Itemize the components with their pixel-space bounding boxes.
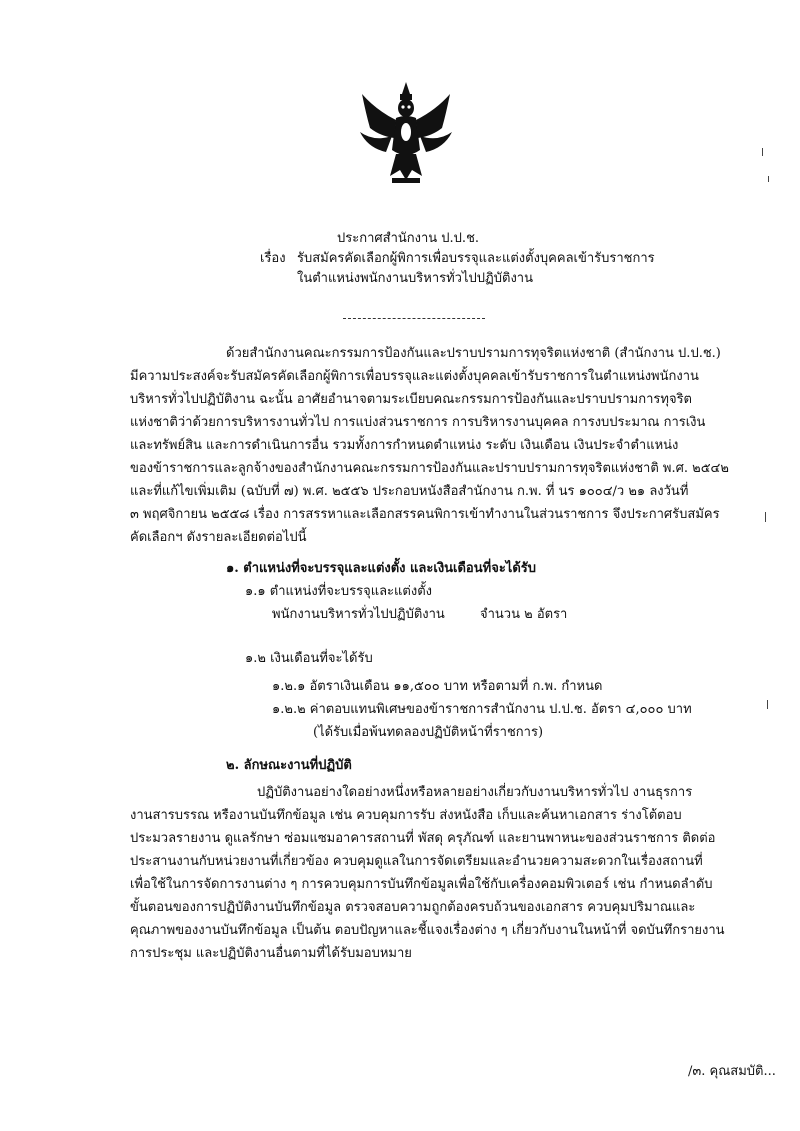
subject-line-2: ในตำแหน่งพนักงานบริหารทั่วไปปฏิบัติงาน bbox=[297, 271, 533, 286]
scan-mark bbox=[765, 512, 766, 522]
duty-line: คุณภาพของงานบันทึกข้อมูล เป็นต้น ตอบปัญหาและชี้แจงเรื่องต่าง ๆ เกี่ยวกับงานในหน้าที่ จดบันทึกรายงาน bbox=[130, 923, 725, 938]
intro-line: บริหารทั่วไปปฏิบัติงาน ฉะนั้น อาศัยอำนาจตามระเบียบคณะกรรมการป้องกันและปราบปรามการทุจริต bbox=[130, 392, 693, 407]
subject-label: เรื่อง bbox=[260, 251, 286, 266]
position-count: จำนวน ๒ อัตรา bbox=[480, 607, 568, 622]
section-1-2-title: ๑.๒ เงินเดือนที่จะได้รับ bbox=[245, 651, 373, 666]
intro-line: แห่งชาติว่าด้วยการบริหารงานทั่วไป การแบ่งส่วนราชการ การบริหารงานบุคคล การงบประมาณ การเงิน bbox=[130, 415, 706, 430]
compensation-note: (ได้รับเมื่อพ้นทดลองปฏิบัติหน้าที่ราชการ) bbox=[313, 725, 544, 740]
duty-line: เพื่อใช้ในการจัดการงานต่าง ๆ การควบคุมการบันทึกข้อมูลเพื่อใช้กับเครื่องคอมพิวเตอร์ เช่น กำหนดลำดับ bbox=[130, 877, 713, 892]
salary-rate: ๑.๒.๑ อัตราเงินเดือน ๑๑,๕๐๐ บาท หรือตามที่ ก.พ. กำหนด bbox=[272, 679, 603, 694]
duty-line: ปฏิบัติงานอย่างใดอย่างหนึ่งหรือหลายอย่างเกี่ยวกับงานบริหารทั่วไป งานธุรการ bbox=[257, 785, 693, 800]
duty-line: ประสานงานกับหน่วยงานที่เกี่ยวข้อง ควบคุมดูแลในการจัดเตรียมและอำนวยความสะดวกในเรื่องสถานที่ bbox=[130, 854, 703, 869]
intro-line: ของข้าราชการและลูกจ้างของสำนักงานคณะกรรมการป้องกันและปราบปรามการทุจริตแห่งชาติ พ.ศ. ๒๕๔๒ bbox=[130, 461, 729, 476]
intro-line: และที่แก้ไขเพิ่มเติม (ฉบับที่ ๗) พ.ศ. ๒๕๕๖ ประกอบหนังสือสำนักงาน ก.พ. ที่ นร ๑๐๐๔/ว ๒๑ ลงวันที่ bbox=[130, 484, 689, 499]
duty-line: ประมวลรายงาน ดูแลรักษา ซ่อมแซมอาคารสถานที่ พัสดุ ครุภัณฑ์ และยานพาหนะของส่วนราชการ ติดต่อ bbox=[130, 831, 716, 846]
org-header: ประกาศสำนักงาน ป.ป.ช. bbox=[337, 231, 480, 246]
duty-line: การประชุม และปฏิบัติงานอื่นตามที่ได้รับมอบหมาย bbox=[130, 946, 412, 961]
intro-line: และทรัพย์สิน และการดำเนินการอื่น รวมทั้งการกำหนดตำแหน่ง ระดับ เงินเดือน เงินประจำตำแหน่ง bbox=[130, 438, 679, 453]
subject-line-1: รับสมัครคัดเลือกผู้พิการเพื่อบรรจุและแต่งตั้งบุคคลเข้ารับราชการ bbox=[297, 251, 655, 266]
continuation-note: /๓. คุณสมบัติ... bbox=[688, 1064, 776, 1079]
scan-mark bbox=[767, 700, 768, 709]
scan-mark bbox=[762, 148, 763, 156]
garuda-emblem-icon bbox=[356, 80, 456, 190]
section-1-1-title: ๑.๑ ตำแหน่งที่จะบรรจุและแต่งตั้ง bbox=[245, 584, 432, 599]
section-2-title: ๒. ลักษณะงานที่ปฏิบัติ bbox=[226, 758, 352, 773]
duty-line: งานสารบรรณ หรืองานบันทึกข้อมูล เช่น ควบคุมการรับ ส่งหนังสือ เก็บและค้นหาเอกสาร ร่างโต้ตอบ bbox=[130, 808, 682, 823]
section-1-title: ๑. ตำแหน่งที่จะบรรจุและแต่งตั้ง และเงินเดือนที่จะได้รับ bbox=[226, 561, 537, 576]
intro-line: ๓ พฤศจิกายน ๒๕๕๘ เรื่อง การสรรหาและเลือกสรรคนพิการเข้าทำงานในส่วนราชการ จึงประกาศรับสมัคร bbox=[130, 507, 720, 522]
duty-line: ขั้นตอนของการปฏิบัติงานบันทึกข้อมูล ตรวจสอบความถูกต้องครบถ้วนของเอกสาร ควบคุมปริมาณและ bbox=[130, 900, 696, 915]
header-divider bbox=[343, 318, 485, 319]
intro-line: มีความประสงค์จะรับสมัครคัดเลือกผู้พิการเพื่อบรรจุและแต่งตั้งบุคคลเข้ารับราชการในตำแหน่งพนักงาน bbox=[130, 369, 699, 384]
intro-line: คัดเลือกฯ ดังรายละเอียดต่อไปนี้ bbox=[130, 530, 307, 545]
special-compensation: ๑.๒.๒ ค่าตอบแทนพิเศษของข้าราชการสำนักงาน ป.ป.ช. อัตรา ๔,๐๐๐ บาท bbox=[272, 702, 692, 717]
position-name: พนักงานบริหารทั่วไปปฏิบัติงาน bbox=[272, 607, 445, 622]
scan-mark bbox=[768, 176, 769, 182]
intro-line: ด้วยสำนักงานคณะกรรมการป้องกันและปราบปรามการทุจริตแห่งชาติ (สำนักงาน ป.ป.ช.) bbox=[226, 346, 721, 361]
